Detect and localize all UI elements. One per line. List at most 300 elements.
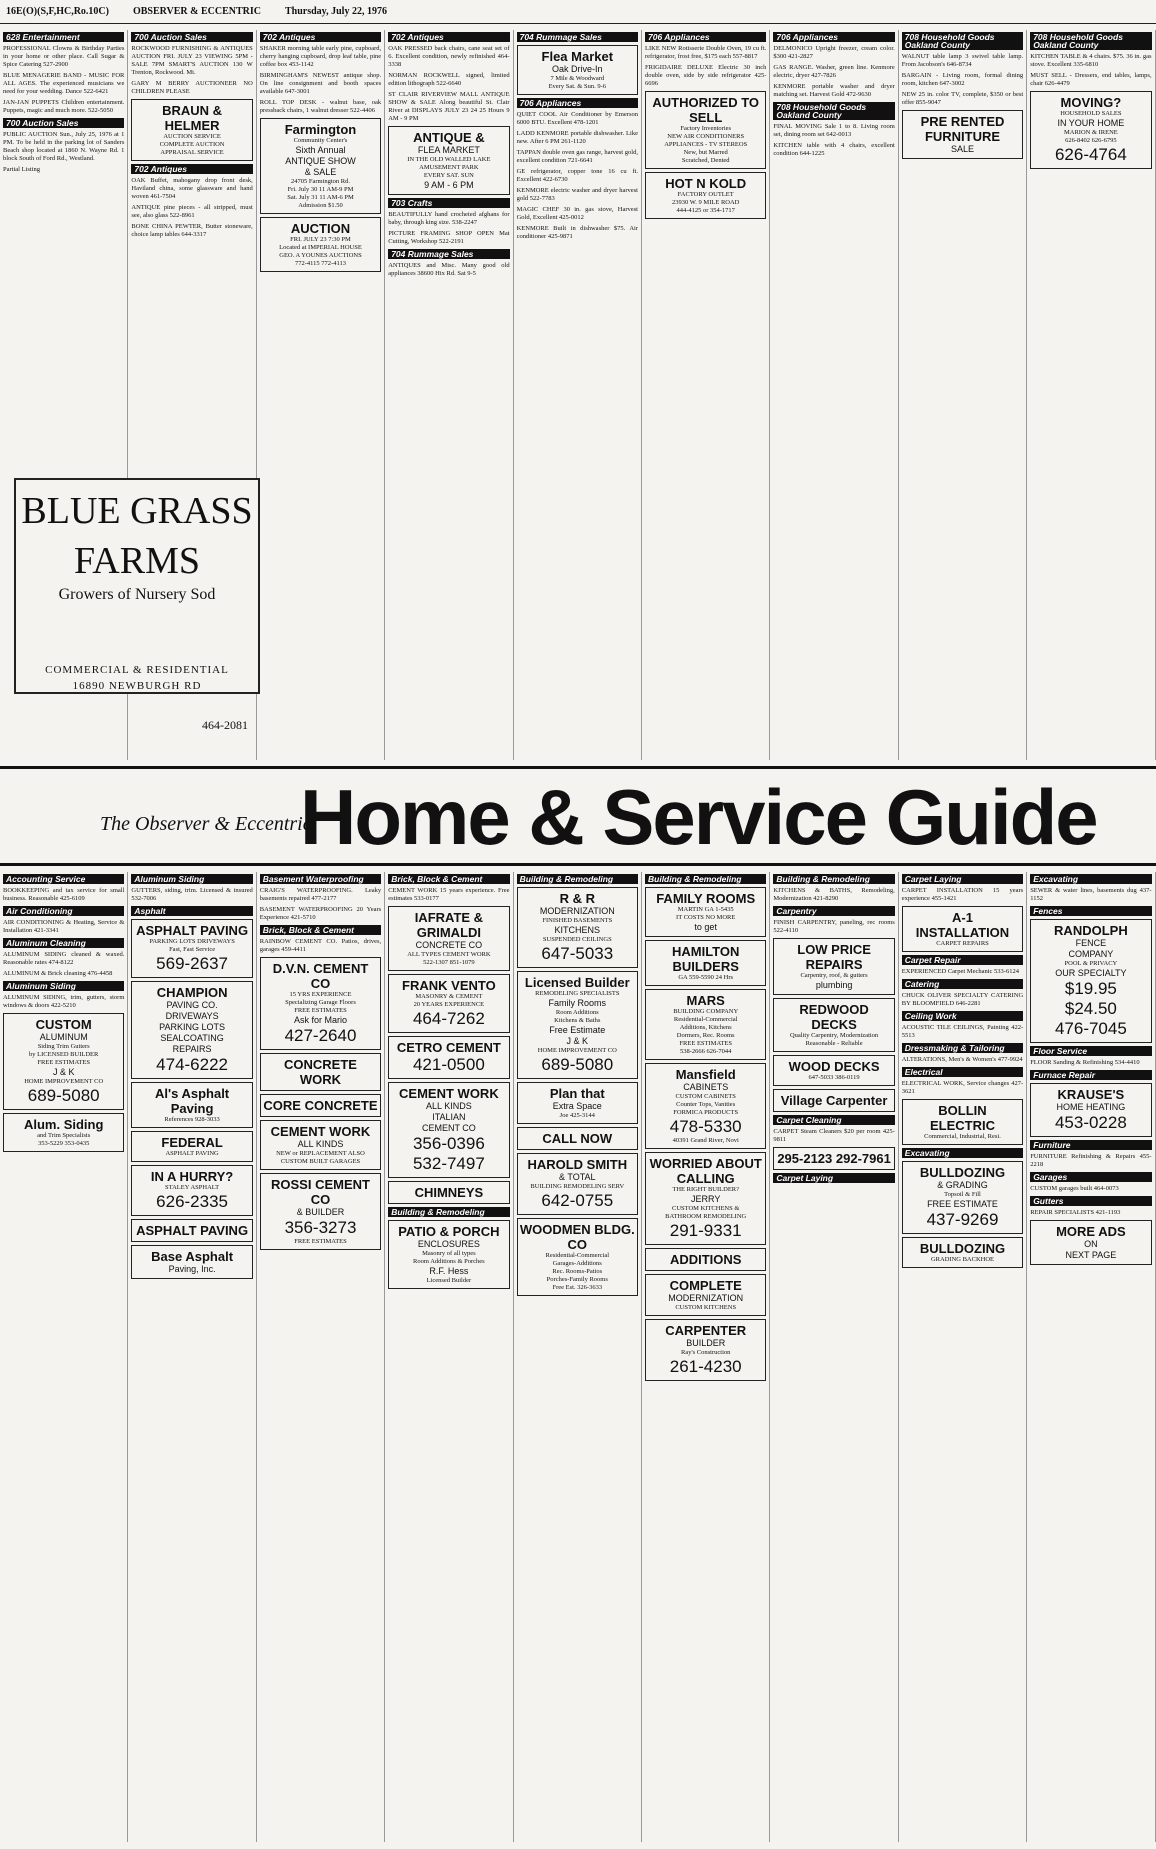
display-ad-line: 626-2335 <box>156 1192 228 1211</box>
classified-column <box>128 872 256 1842</box>
section-heading: Aluminum Cleaning <box>3 938 124 948</box>
display-ad-line: HAMILTON BUILDERS <box>671 944 740 974</box>
display-ad-line: 569-2637 <box>156 954 228 973</box>
section-heading: 704 Rummage Sales <box>517 32 638 42</box>
display-ad-line: IT COSTS NO MORE <box>676 914 736 921</box>
display-ad <box>902 110 1023 159</box>
section-heading: Carpet Laying <box>773 1173 894 1183</box>
banner-title: Home & Service Guide <box>300 773 1097 861</box>
display-ad-line: 295-2123 292-7961 <box>777 1151 891 1166</box>
display-ad-line: ALUMINUM <box>39 1032 88 1042</box>
ad-title: FARMS <box>73 540 201 582</box>
blue-grass-farms-ad <box>14 478 260 732</box>
display-ad <box>388 1181 509 1204</box>
classified-ad: GARY M BERRY AUCTIONEER NO CHILDREN PLEASE <box>131 80 253 95</box>
display-ad-line: POOL & PRIVACY <box>1064 960 1118 967</box>
classified-ad: Partial Listing <box>3 166 41 173</box>
display-ad-line: FREE ESTIMATES <box>294 1238 347 1245</box>
classified-ad: ROLL TOP DESK - walnut base, oak pressback chairs, 1 walnut dresser 522-4406 <box>259 99 382 114</box>
display-ad <box>645 1152 766 1245</box>
display-ad-line: 647-5033 <box>541 944 614 963</box>
display-ad-line: MARTIN GA 1-5435 <box>677 906 734 913</box>
display-ad <box>131 1245 252 1279</box>
display-ad-line: REDWOOD DECKS <box>799 1002 869 1032</box>
classified-ad: DELMONICO Upright freezer, cream color. $300 421-2827 <box>773 45 895 60</box>
display-ad-line: ALL KINDS <box>297 1139 344 1149</box>
display-ad-line: 40391 Grand River, Novi <box>672 1137 739 1144</box>
display-ad <box>1030 919 1151 1043</box>
section-heading: Fences <box>1030 906 1151 916</box>
section-heading: Furniture <box>1030 1140 1151 1150</box>
section-heading: Gutters <box>1030 1196 1151 1206</box>
display-ad-line: Free Estimate <box>549 1025 606 1035</box>
display-ad-line: Paving, Inc. <box>168 1264 216 1274</box>
classified-ad: RAINBOW CEMENT CO. Patios, drives, garages 459-4411 <box>259 938 382 953</box>
classified-ad: GE refrigerator, copper tone 16 cu ft. Excellent 422-6730 <box>516 168 638 183</box>
display-ad-line: BUILDING COMPANY <box>673 1008 739 1015</box>
display-ad-line: Extra Space <box>552 1101 602 1111</box>
display-ad-line: ANTIQUE & <box>413 130 485 145</box>
display-ad-line: ASPHALT PAVING <box>136 1223 249 1238</box>
section-heading: Furnace Repair <box>1030 1070 1151 1080</box>
section-heading: 706 Appliances <box>773 32 894 42</box>
display-ad <box>260 957 381 1050</box>
display-ad-line: MODERNIZATION <box>539 906 615 916</box>
classified-ad: PROFESSIONAL Clowns & Birthday Parties in your home or other place. Call Sugar & Spice Catering 527-2900 <box>3 45 125 68</box>
display-ad <box>645 1319 766 1381</box>
display-ad-line: ITALIAN <box>432 1112 466 1122</box>
display-ad-line: 291-9331 <box>669 1221 742 1240</box>
display-ad-line: MARS <box>686 993 725 1008</box>
display-ad-line: FRANK VENTO <box>402 978 496 993</box>
classified-ad: FRIGIDAIRE DELUXE Electric 30 inch double oven, side by side refrigerator 425-6696 <box>645 64 767 87</box>
display-ad-line: D.V.N. CEMENT CO <box>272 961 369 991</box>
display-ad <box>645 989 766 1060</box>
classified-ad: CHUCK OLIVER SPECIALTY CATERING BY BLOOMFIELD 646-2281 <box>901 992 1024 1007</box>
display-ad-line: 15 YRS EXPERIENCE <box>289 991 352 998</box>
section-heading: Air Conditioning <box>3 906 124 916</box>
classified-ad: BASEMENT WATERPROOFING 20 Years Experience 421-5710 <box>259 906 382 921</box>
display-ad <box>388 1036 509 1079</box>
display-ad <box>388 974 509 1033</box>
classified-column <box>0 872 128 1842</box>
classified-ad: TAPPAN double oven gas range, harvest gold, excellent condition 721-6641 <box>516 149 638 164</box>
section-heading: Electrical <box>902 1067 1023 1077</box>
display-ad-line: RANDOLPH <box>1054 923 1128 938</box>
display-ad-line: PRE RENTED FURNITURE <box>920 114 1005 144</box>
display-ad-line: ADDITIONS <box>669 1252 742 1267</box>
display-ad-line: Base Asphalt <box>151 1249 234 1264</box>
display-ad-line: & TOTAL <box>559 1172 596 1182</box>
display-ad-line: IN A HURRY? <box>150 1169 234 1184</box>
display-ad-line: Every Sat. & Sun. 9-6 <box>548 83 606 90</box>
display-ad-line: Counter Tops, Vanities <box>676 1101 736 1108</box>
display-ad <box>131 1082 252 1128</box>
display-ad-line: 772-4115 772-4113 <box>295 260 346 267</box>
display-ad-line: Kitchens & Baths <box>554 1017 601 1024</box>
display-ad-line: MARION & IRENE <box>1063 129 1118 136</box>
classified-column <box>899 30 1027 760</box>
classified-ad: BARGAIN - Living room, formal dining room, kitchen 647-3002 <box>901 72 1024 87</box>
classified-ad: ST CLAIR RIVERVIEW MALL ANTIQUE SHOW & SALE Along beautiful St. Clair River at DISPLAYS JULY 23 24 25 Hours 9 AM - 9 PM <box>388 91 510 122</box>
display-ad-line: and Trim Specialists <box>37 1132 91 1139</box>
page-number: 16E(O)(S,F,HC,Ro.10C) <box>6 6 109 17</box>
display-ad-line: HAROLD SMITH <box>527 1157 628 1172</box>
section-heading: Ceiling Work <box>902 1011 1023 1021</box>
classified-ad: ALUMINUM SIDING, trim, gutters, storm windows & doors 422-5210 <box>3 994 125 1009</box>
display-ad-line: ASPHALT PAVING <box>136 923 249 938</box>
section-heading: Floor Service <box>1030 1046 1151 1056</box>
display-ad-line: Farmington <box>284 122 357 137</box>
display-ad-line: Carpentry, roof, & gutters <box>800 972 868 979</box>
section-heading: 700 Auction Sales <box>3 118 124 128</box>
display-ad <box>3 1113 124 1152</box>
display-ad-line: CABINETS <box>683 1082 729 1092</box>
display-ad-line: PAVING CO. <box>166 1000 218 1010</box>
display-ad-line: Room Additions & Porches <box>413 1258 485 1265</box>
display-ad-line: CUSTOM KITCHENS & <box>671 1205 740 1212</box>
display-ad-line: OUR SPECIALTY <box>1055 968 1127 978</box>
display-ad-line: THE RIGHT BUILDER? <box>672 1186 740 1193</box>
classified-ad: OAK Buffet, mahogany drop front desk, Haviland china, some glassware and hand woven 461-7504 <box>131 177 253 200</box>
display-ad <box>260 1094 381 1117</box>
display-ad-line: 538-2666 626-7044 <box>679 1048 732 1055</box>
display-ad-line: FREE ESTIMATES <box>679 1040 732 1047</box>
classified-ad: KITCHEN table with 4 chairs, excellent condition 644-1225 <box>773 142 895 157</box>
classified-ad: MAGIC CHEF 30 in. gas stove, Harvest Gold, Excellent 425-0012 <box>516 206 638 221</box>
display-ad-line: AUCTION SERVICE <box>163 133 221 140</box>
display-ad-line: Fast, Fast Service <box>169 946 216 953</box>
display-ad-line: BRAUN & HELMER <box>162 103 223 133</box>
display-ad <box>388 1082 509 1178</box>
display-ad-line: BULLDOZING <box>919 1241 1006 1256</box>
section-heading: Accounting Service <box>3 874 124 884</box>
display-ad-line: Village Carpenter <box>780 1093 888 1108</box>
classified-ad: AIR CONDITIONING & Heating, Service & Installation 421-3341 <box>3 919 125 934</box>
display-ad-line: FEDERAL <box>161 1135 223 1150</box>
display-ad <box>645 172 766 219</box>
display-ad-line: Dormers, Rec. Rooms <box>676 1032 735 1039</box>
display-ad-line: 626-8402 626-6795 <box>1065 137 1117 144</box>
display-ad-line: J & K <box>52 1067 75 1077</box>
section-heading: 708 Household Goods Oakland County <box>902 32 1023 50</box>
classified-ad: FLOOR Sanding & Refinishing 534-4410 <box>1030 1059 1140 1066</box>
section-heading: 706 Appliances <box>517 98 638 108</box>
home-service-guide-banner <box>0 766 1156 866</box>
display-ad <box>773 998 894 1052</box>
display-ad-line: 421-0500 <box>412 1055 485 1074</box>
classified-ad: QUIET COOL Air Conditioner by Emerson 6000 BTU. Excellent 478-1201 <box>516 111 638 126</box>
display-ad <box>388 1220 509 1289</box>
classified-ad: REPAIR SPECIALISTS 421-1193 <box>1030 1209 1121 1216</box>
section-heading: Aluminum Siding <box>131 874 252 884</box>
classified-ad: FINAL MOVING Sale 1 to 8. Living room set, dining room set 642-0013 <box>773 123 895 138</box>
display-ad <box>131 981 252 1079</box>
classifieds-bottom <box>0 872 1156 1842</box>
display-ad-line: 356-0396 <box>412 1134 485 1153</box>
display-ad-line: Residential-Commercial <box>673 1016 738 1023</box>
display-ad-line: 689-5080 <box>541 1055 614 1074</box>
display-ad <box>388 126 509 195</box>
classified-column <box>257 30 385 760</box>
section-heading: Building & Remodeling <box>645 874 766 884</box>
classified-ad: NEW 25 in. color TV, complete, $350 or best offer 855-9047 <box>901 91 1024 106</box>
display-ad-line: BUILDING REMODELING SERV <box>530 1183 625 1190</box>
display-ad-line: Oak Drive-In <box>552 64 603 74</box>
display-ad <box>131 1131 252 1162</box>
display-ad-line: New, but Marred <box>683 149 728 156</box>
display-ad <box>260 118 381 214</box>
display-ad-line: ASPHALT PAVING <box>165 1150 219 1157</box>
classified-ad: PUBLIC AUCTION Sun., July 25, 1976 at 1 PM. To be held in the parking lot of Sanders Beach shop located at 1860 N. Wayne Rd. 1 block South of Ford Rd., Westland. <box>3 131 125 162</box>
display-ad <box>131 919 252 978</box>
classified-ad: WALNUT table lamp 3 swivel table lamp. From Jacobson's 646-8734 <box>901 53 1024 68</box>
display-ad <box>902 1099 1023 1145</box>
classified-ad: SHAKER morning table early pine, cupboard, cherry hanging cupboard, drop leaf table, pine coffee box 453-1142 <box>259 45 382 68</box>
classified-ad: LADD KENMORE portable dishwasher. Like new. After 6 PM 261-1120 <box>516 130 638 145</box>
display-ad-line: Topsoil & Fill <box>944 1191 981 1198</box>
section-heading: Brick, Block & Cement <box>260 925 381 935</box>
classified-ad: FINISH CARPENTRY, paneling, rec rooms 522-4110 <box>773 919 895 934</box>
display-ad-line: CARPET REPAIRS <box>936 940 989 947</box>
display-ad-line: CONCRETE CO <box>415 940 483 950</box>
display-ad-line: APPLIANCES - TV STEREOS <box>664 141 748 148</box>
classified-ad: CEMENT WORK 15 years experience. Free estimates 533-0177 <box>388 887 510 902</box>
section-heading: 702 Antiques <box>260 32 381 42</box>
display-ad-line: CETRO CEMENT <box>396 1040 501 1055</box>
display-ad-line: 444-4125 or 354-1717 <box>676 207 735 214</box>
display-ad-line: to get <box>694 922 717 932</box>
display-ad-line: WOODMEN BLDG. CO <box>519 1222 635 1252</box>
display-ad-line: Licensed Builder <box>426 1277 472 1284</box>
display-ad-line: $24.50 <box>1064 999 1117 1018</box>
display-ad-line: R.F. Hess <box>429 1266 469 1276</box>
display-ad <box>773 1147 894 1170</box>
display-ad-line: IN THE OLD WALLED LAKE <box>407 156 491 163</box>
classified-ad: SEWER & water lines, basements dug 437-1152 <box>1030 887 1152 902</box>
section-heading: Excavating <box>902 1148 1023 1158</box>
display-ad-line: 478-5330 <box>669 1117 742 1136</box>
classified-ad: KITCHENS & BATHS, Remodeling, Modernization 421-8290 <box>773 887 895 902</box>
display-ad-line: plumbing <box>815 980 853 990</box>
display-ad-line: MODERNIZATION <box>668 1293 744 1303</box>
display-ad-line: Ask for Mario <box>293 1015 347 1025</box>
classified-column <box>385 30 513 760</box>
display-ad-line: COMPLETE <box>669 1278 742 1293</box>
classified-column <box>642 872 770 1842</box>
display-ad-line: Siding Trim Gutters <box>37 1043 90 1050</box>
display-ad-line: 24705 Farmington Rd. <box>290 178 351 185</box>
classified-ad: ROCKWOOD FURNISHING & ANTIQUES AUCTION FRI. JULY 23 VIEWING 5PM - SALE 7PM SMART'S AUCTION 130 W Trenton, Rockwood. Mi. <box>131 45 253 76</box>
section-heading: 702 Antiques <box>388 32 509 42</box>
display-ad-line: IAFRATE & GRIMALDI <box>414 910 484 940</box>
classified-column <box>514 30 642 760</box>
display-ad-line: PARKING LOTS <box>159 1022 226 1032</box>
display-ad-line: KRAUSE'S <box>1057 1087 1125 1102</box>
classified-ad: KENMORE portable washer and dryer matching set. Harvest Gold 472-9630 <box>773 83 895 98</box>
display-ad-line: REMODELING SPECIALISTS <box>535 990 620 997</box>
display-ad <box>260 217 381 272</box>
display-ad-line: Porches-Family Rooms <box>546 1276 608 1283</box>
display-ad-line: CUSTOM KITCHENS <box>675 1304 737 1311</box>
display-ad-line: ENCLOSURES <box>417 1239 480 1249</box>
display-ad <box>131 1165 252 1216</box>
display-ad-line: Flea Market <box>541 49 614 64</box>
display-ad-line: J & K <box>566 1036 589 1046</box>
display-ad-line: CORE CONCRETE <box>263 1098 378 1113</box>
display-ad-line: Community Center's <box>293 137 348 144</box>
section-heading: Garages <box>1030 1172 1151 1182</box>
display-ad-line: EVERY SAT. SUN <box>423 172 474 179</box>
display-ad-line: WOOD DECKS <box>788 1059 880 1074</box>
display-ad-line: Plan that <box>549 1086 605 1101</box>
display-ad-line: FENCE <box>1075 938 1107 948</box>
classified-ad: ELECTRICAL WORK, Service changes 427-3621 <box>901 1080 1024 1095</box>
display-ad-line: ANTIQUE SHOW <box>285 156 356 166</box>
display-ad <box>902 1237 1023 1268</box>
section-heading: Building & Remodeling <box>388 1207 509 1217</box>
display-ad-line: Residential-Commercial <box>545 1252 610 1259</box>
display-ad-line: & GRADING <box>937 1180 988 1190</box>
display-ad <box>517 887 638 968</box>
display-ad-line: GA 559-5590 24 Hrs <box>678 974 734 981</box>
display-ad-line: REPAIRS <box>172 1044 212 1054</box>
display-ad-line: R & R <box>559 891 595 906</box>
display-ad-line: Licensed Builder <box>524 975 630 990</box>
section-heading: 703 Crafts <box>388 198 509 208</box>
banner-paper-name: The Observer & Eccentric <box>100 813 312 835</box>
section-heading: 706 Appliances <box>645 32 766 42</box>
display-ad-line: Masonry of all types <box>422 1250 476 1257</box>
classified-ad: CRAIG'S WATERPROOFING. Leaky basements repaired 477-2177 <box>259 887 382 902</box>
display-ad-line: WORRIED ABOUT CALLING <box>649 1156 762 1186</box>
display-ad-line: LOW PRICE REPAIRS <box>797 942 871 972</box>
display-ad-line: ALL KINDS <box>426 1101 472 1111</box>
display-ad-line: 453-0228 <box>1054 1113 1127 1132</box>
display-ad-line: 476-7045 <box>1054 1019 1127 1038</box>
section-heading: 708 Household Goods Oakland County <box>1030 32 1151 50</box>
display-ad-line: FINISHED BASEMENTS <box>542 917 613 924</box>
display-ad-line: FORMICA PRODUCTS <box>673 1109 739 1116</box>
display-ad-line: SALE <box>950 144 974 154</box>
display-ad-line: CHIMNEYS <box>414 1185 484 1200</box>
classified-ad: NORMAN ROCKWELL signed, limited edition lithograph 522-6640 <box>388 72 510 87</box>
display-ad-line: BUILDER <box>686 1338 726 1348</box>
display-ad-line: FAMILY ROOMS <box>656 891 756 906</box>
classified-ad: FURNITURE Refinishing & Repairs 455-2218 <box>1030 1153 1152 1168</box>
section-heading: Brick, Block & Cement <box>388 874 509 884</box>
display-ad-line: 9 AM - 6 PM <box>424 180 474 190</box>
display-ad-line: FACTORY OUTLET <box>677 191 734 198</box>
classified-ad: ANTIQUES and Misc. Many good old appliances 38600 Hix Rd. Sat 9-5 <box>388 262 510 277</box>
display-ad-line: 522-1307 851-1079 <box>423 959 475 966</box>
section-heading: 628 Entertainment <box>3 32 124 42</box>
display-ad-line: CEMENT WORK <box>399 1086 499 1101</box>
classified-ad: CUSTOM garages built 464-0073 <box>1030 1185 1119 1192</box>
display-ad-line: Family Rooms <box>548 998 607 1008</box>
display-ad <box>645 1248 766 1271</box>
display-ad-line: Factory Inventories <box>680 125 732 132</box>
display-ad-line: 647-5033 386-0119 <box>808 1074 860 1081</box>
classified-ad: ALTERATIONS, Men's & Women's 477-9924 <box>901 1056 1023 1063</box>
display-ad <box>517 45 638 95</box>
section-heading: Asphalt <box>131 906 252 916</box>
classified-column <box>1027 30 1155 760</box>
classified-ad: CARPET INSTALLATION 15 years experience 455-1421 <box>901 887 1024 902</box>
display-ad <box>902 906 1023 952</box>
display-ad-line: 437-9269 <box>926 1210 999 1229</box>
section-heading: 704 Rummage Sales <box>388 249 509 259</box>
display-ad-line: 532-7497 <box>412 1154 485 1173</box>
display-ad-line: 474-6222 <box>156 1055 228 1074</box>
display-ad <box>773 938 894 995</box>
display-ad-line: NEXT PAGE <box>1065 1250 1117 1260</box>
display-ad <box>517 1153 638 1215</box>
display-ad-line: CUSTOM BUILT GARAGES <box>280 1158 361 1165</box>
display-ad-line: Alum. Siding <box>23 1117 104 1132</box>
display-ad <box>1030 1220 1151 1265</box>
display-ad-line: A-1 INSTALLATION <box>915 910 1010 940</box>
display-ad <box>517 971 638 1079</box>
display-ad <box>517 1218 638 1296</box>
display-ad-line: FREE ESTIMATES <box>294 1007 347 1014</box>
section-heading: Carpet Repair <box>902 955 1023 965</box>
display-ad-line: Joe 425-3144 <box>559 1112 595 1119</box>
classified-ad: ALUMINUM SIDING cleaned & waxed. Reasonable rates 474-8122 <box>3 951 125 966</box>
classified-ad: GAS RANGE. Washer, green line. Kenmore electric, dryer 427-7826 <box>773 64 895 79</box>
display-ad-line: FLEA MARKET <box>417 145 480 155</box>
section-heading: Excavating <box>1030 874 1151 884</box>
paper-name: OBSERVER & ECCENTRIC <box>132 6 261 17</box>
display-ad-line: by LICENSED BUILDER <box>29 1051 99 1058</box>
display-ad-line: 353-5229 353-0435 <box>37 1140 90 1147</box>
section-heading: Carpet Cleaning <box>773 1115 894 1125</box>
section-heading: Basement Waterproofing <box>260 874 381 884</box>
display-ad <box>1030 91 1151 169</box>
section-heading: 700 Auction Sales <box>131 32 252 42</box>
display-ad-line: Ray's Construction <box>681 1349 731 1356</box>
section-heading: Catering <box>902 979 1023 989</box>
section-heading: Building & Remodeling <box>517 874 638 884</box>
display-ad-line: HOUSEHOLD SALES <box>1060 110 1122 117</box>
display-ad-line: Commercial, Industrial, Resi. <box>924 1133 1001 1140</box>
display-ad <box>645 91 766 169</box>
section-heading: Aluminum Siding <box>3 981 124 991</box>
classified-column <box>514 872 642 1842</box>
display-ad-line: Rec. Rooms-Patios <box>552 1268 603 1275</box>
display-ad-line: DRIVEWAYS <box>165 1011 219 1021</box>
classified-ad: BEAUTIFULLY hand crocheted afghans for baby, through king size. 538-2247 <box>388 211 510 226</box>
display-ad-line: Additions, Kitchens <box>679 1024 732 1031</box>
display-ad-line: HOME HEATING <box>1056 1102 1126 1112</box>
display-ad-line: ALL TYPES CEMENT WORK <box>407 951 491 958</box>
classified-ad: JAN-JAN PUPPETS Children entertainment. Puppets, magic and much more. 522-5050 <box>3 99 125 114</box>
display-ad-line: NEW or REPLACEMENT ALSO <box>276 1150 365 1157</box>
display-ad-line: MORE ADS <box>1056 1224 1126 1239</box>
display-ad-line: 356-3273 <box>284 1218 357 1237</box>
classified-column <box>385 872 513 1842</box>
display-ad-line: GEO. A YOUNES AUCTIONS <box>279 252 362 259</box>
display-ad-line: CUSTOM <box>35 1017 92 1032</box>
display-ad-line: PATIO & PORCH <box>398 1224 500 1239</box>
classified-ad: PICTURE FRAMING SHOP OPEN Mat Cutting, Workshop 522-2191 <box>388 230 510 245</box>
display-ad-line: BATHROOM REMODELING <box>665 1213 747 1220</box>
classified-ad: BONE CHINA PEWTER, Butter stoneware, choice lamp tables 644-3317 <box>131 223 253 238</box>
classified-ad: BOOKKEEPING and tax service for small business. Reasonable 425-6109 <box>3 887 125 902</box>
classified-column <box>1027 872 1155 1842</box>
display-ad-line: COMPANY <box>1068 949 1114 959</box>
classified-ad: BLUE MENAGERIE BAND - MUSIC FOR ALL AGES. The experienced musicians we need for your wedding. Dance 522-6421 <box>3 72 125 95</box>
